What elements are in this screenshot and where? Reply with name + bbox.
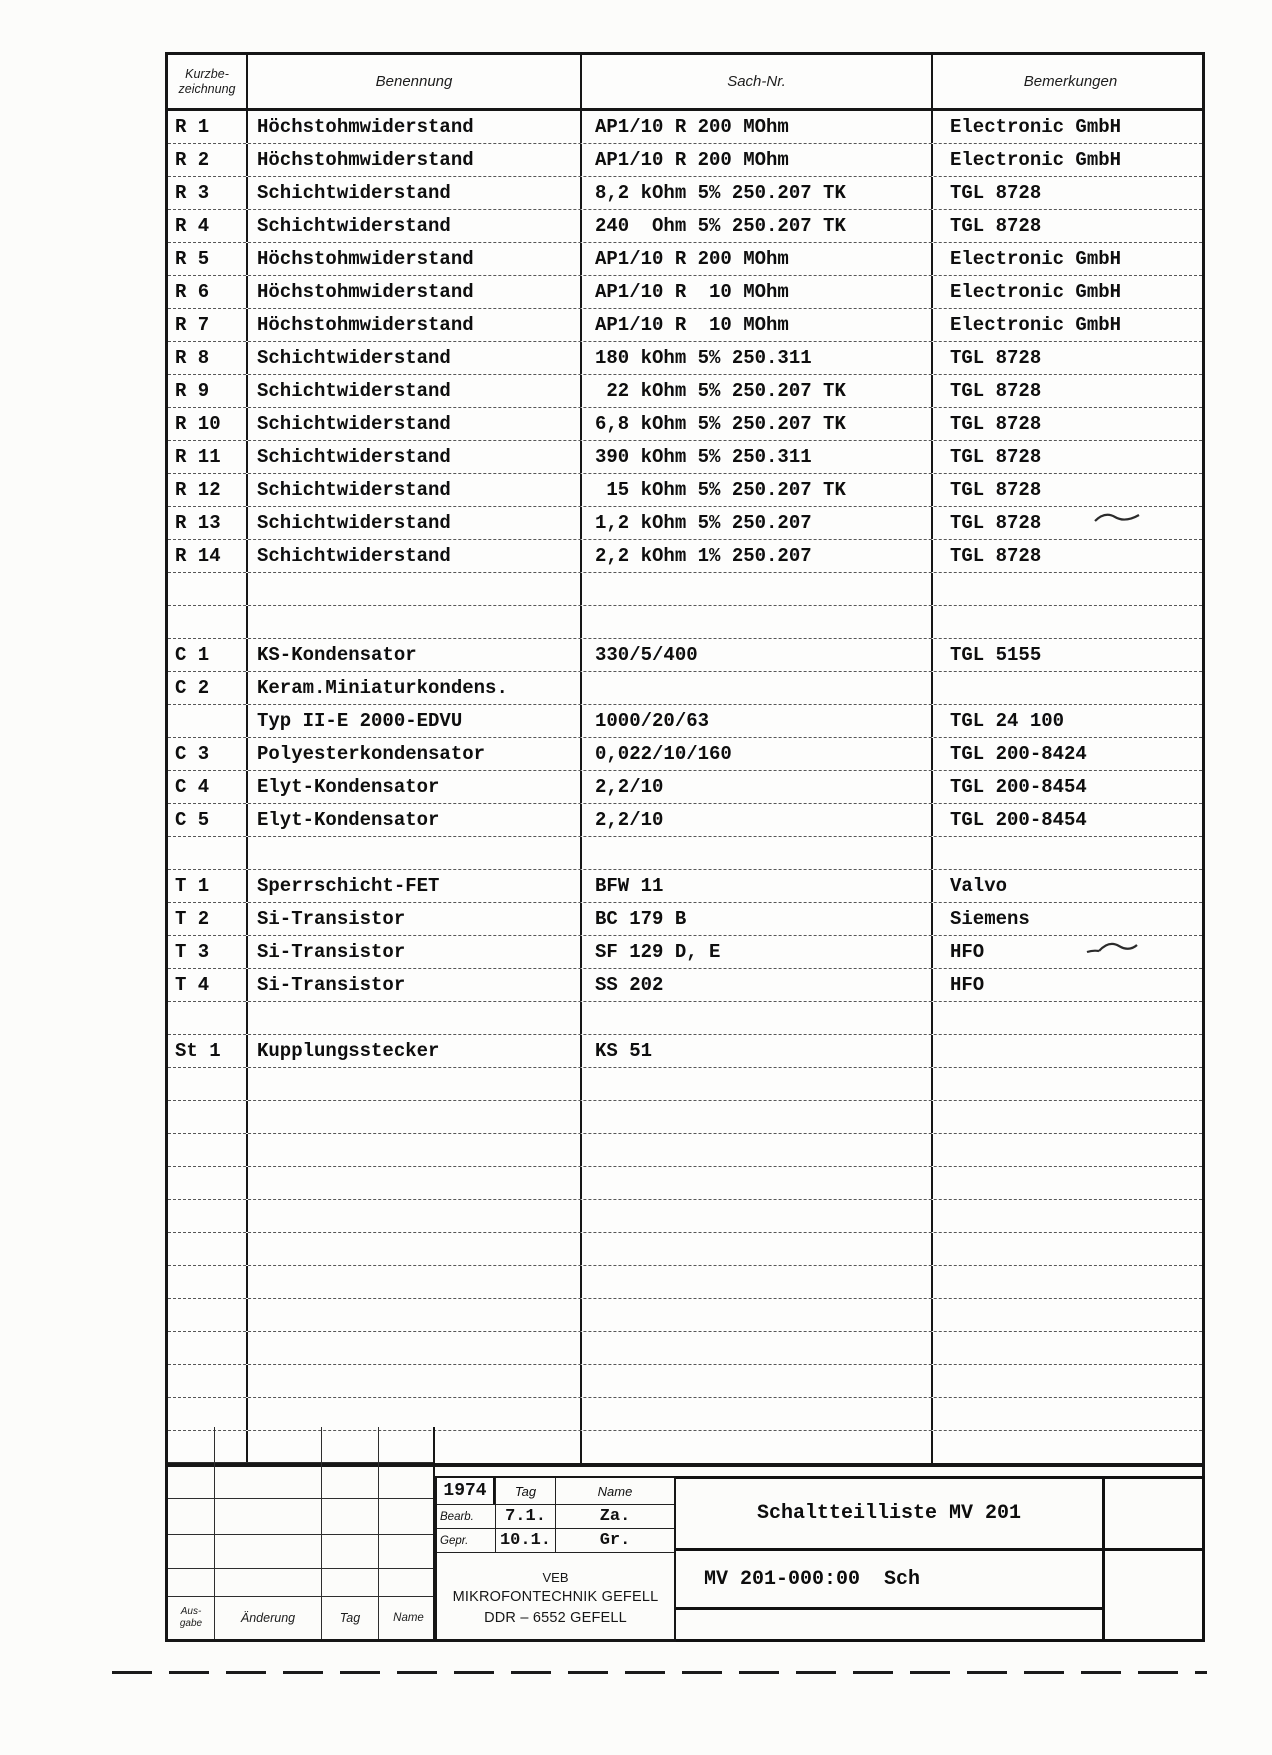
part-number: AP1/10 R 200 MOhm [580,111,931,143]
part-remark [931,1233,1208,1265]
part-remark: TGL 8728 [931,540,1208,572]
part-remark: TGL 200-8454 [931,771,1208,803]
part-remark [931,606,1208,638]
table-row [168,573,1202,606]
table-row [168,375,1202,408]
part-number: AP1/10 R 10 MOhm [580,309,931,341]
part-id: St 1 [175,1040,221,1062]
label-tag: Tag [321,1597,378,1639]
part-remark: Valvo [931,870,1208,902]
part-number: 2,2 kOhm 1% 250.207 [580,540,931,572]
title-box [676,1476,1205,1642]
table-row [168,309,1202,342]
revision-label-row [168,1597,433,1639]
part-remark: TGL 24 100 [931,705,1208,737]
part-number: AP1/10 R 200 MOhm [580,144,931,176]
revision-row [168,1427,433,1463]
part-remark: Electronic GmbH [931,111,1208,143]
part-remark [931,1035,1208,1067]
bearb-name: Za. [555,1505,674,1528]
part-id [168,1332,246,1364]
part-id [168,1299,246,1331]
part-remark: Siemens [931,903,1208,935]
part-name [246,1365,580,1397]
table-row [168,1299,1202,1332]
part-remark: TGL 8728 [931,507,1208,539]
part-id [168,1101,246,1133]
part-number: 1,2 kOhm 5% 250.207 [580,507,931,539]
part-name [246,573,580,605]
table-row [168,903,1202,936]
part-number [580,1266,931,1298]
table-row [168,1101,1202,1134]
part-name: Keram.Miniaturkondens. [246,672,580,704]
revision-row [168,1569,433,1597]
table-row [168,837,1202,870]
bearb-row [437,1505,674,1529]
document-title: Schaltteilliste MV 201 [756,1502,1022,1525]
table-row [168,936,1202,969]
approval-header-row [437,1478,674,1505]
part-number [580,1167,931,1199]
part-number: 240 Ohm 5% 250.207 TK [580,210,931,242]
part-name: Schichtwiderstand [246,441,580,473]
part-name: Kupplungsstecker [246,1035,580,1067]
part-name [246,1002,580,1034]
title-box-rule [676,1607,1102,1610]
gepr-label: Gepr. [440,1534,469,1547]
table-row [168,804,1202,837]
part-number: 1000/20/63 [580,705,931,737]
table-row [168,1200,1202,1233]
part-name [246,1398,580,1430]
part-name: Höchstohmwiderstand [246,309,580,341]
part-remark: TGL 8728 [931,474,1208,506]
part-remark [931,1167,1208,1199]
part-id: R 3 [175,182,210,204]
part-remark: TGL 200-8454 [931,804,1208,836]
part-number [580,1101,931,1133]
part-id: T 3 [175,941,210,963]
part-name: Elyt-Kondensator [246,804,580,836]
part-name: Schichtwiderstand [246,210,580,242]
part-name [246,1233,580,1265]
parts-table [165,52,1205,1467]
part-number [580,1431,931,1463]
part-remark [931,1299,1208,1331]
table-row [168,540,1202,573]
table-row [168,969,1202,1002]
part-number: 22 kOhm 5% 250.207 TK [580,375,931,407]
part-name [246,1266,580,1298]
part-id: R 12 [175,479,221,501]
gepr-date: 10.1. [495,1529,555,1552]
bearb-label: Bearb. [440,1510,474,1523]
part-remark [931,1398,1208,1430]
part-number [580,1002,931,1034]
part-number [580,606,931,638]
part-name: Si-Transistor [246,903,580,935]
part-id [168,1134,246,1166]
part-number [580,1233,931,1265]
part-remark: TGL 200-8424 [931,738,1208,770]
table-row [168,474,1202,507]
table-row [168,144,1202,177]
table-row [168,507,1202,540]
label-aenderung: Änderung [214,1597,321,1639]
part-id: R 9 [175,380,210,402]
table-row [168,177,1202,210]
part-name: Schichtwiderstand [246,507,580,539]
part-remark: Electronic GmbH [931,243,1208,275]
part-remark [931,1266,1208,1298]
table-row [168,870,1202,903]
part-id: R 8 [175,347,210,369]
part-id: R 14 [175,545,221,567]
part-number: BFW 11 [580,870,931,902]
part-name: Polyesterkondensator [246,738,580,770]
part-name: Schichtwiderstand [246,177,580,209]
part-id: T 1 [175,875,210,897]
part-remark: TGL 8728 [931,441,1208,473]
header-kurzbezeichnung-line1: Kurzbe- [185,67,229,82]
part-number: 0,022/10/160 [580,738,931,770]
part-number: 6,8 kOhm 5% 250.207 TK [580,408,931,440]
pen-squiggle-mark [1085,936,1141,965]
part-name: Schichtwiderstand [246,342,580,374]
table-row [168,705,1202,738]
part-name [246,1332,580,1364]
bottom-dashed-rule [112,1671,1207,1674]
part-remark [931,1134,1208,1166]
revision-row [168,1499,433,1535]
part-id: C 4 [175,776,210,798]
part-id: R 11 [175,446,221,468]
table-row [168,1365,1202,1398]
part-name [246,1068,580,1100]
part-remark: HFO [931,936,1208,968]
part-name [246,1200,580,1232]
part-number: 15 kOhm 5% 250.207 TK [580,474,931,506]
part-name: Höchstohmwiderstand [246,276,580,308]
part-id [168,705,246,737]
revision-row [168,1535,433,1569]
part-id [168,1365,246,1397]
part-remark [931,672,1208,704]
table-row [168,639,1202,672]
part-name: Schichtwiderstand [246,408,580,440]
part-remark [931,573,1208,605]
part-id [168,1266,246,1298]
part-number: 8,2 kOhm 5% 250.207 TK [580,177,931,209]
part-name [246,1134,580,1166]
part-id: R 2 [175,149,210,171]
part-id [168,1398,246,1430]
part-name: Sperrschicht-FET [246,870,580,902]
part-remark: Electronic GmbH [931,309,1208,341]
part-id: R 4 [175,215,210,237]
part-remark: Electronic GmbH [931,144,1208,176]
header-kurzbezeichnung [168,55,246,108]
part-number [580,1398,931,1430]
part-id [168,1233,246,1265]
table-row [168,1002,1202,1035]
part-name: Schichtwiderstand [246,375,580,407]
part-remark [931,1365,1208,1397]
part-id [168,837,246,869]
part-name: Typ II-E 2000-EDVU [246,705,580,737]
part-name [246,1167,580,1199]
year-cell: 1974 [437,1478,495,1504]
part-remark: TGL 5155 [931,639,1208,671]
part-number [580,573,931,605]
part-remark [931,1068,1208,1100]
label-ausgabe: Aus- gabe [179,1606,203,1629]
gepr-name: Gr. [555,1529,674,1552]
part-id: T 4 [175,974,210,996]
title-box-divider [1102,1479,1105,1639]
part-name: Höchstohmwiderstand [246,111,580,143]
part-id: R 13 [175,512,221,534]
part-id [168,1200,246,1232]
part-id: R 10 [175,413,221,435]
part-remark [931,1431,1208,1463]
part-remark [931,1101,1208,1133]
table-row [168,1068,1202,1101]
header-kurzbezeichnung-line2: zeichnung [178,81,236,96]
table-row [168,606,1202,639]
table-row [168,1266,1202,1299]
part-number: SF 129 D, E [580,936,931,968]
table-row [168,441,1202,474]
part-number: BC 179 B [580,903,931,935]
part-remark: TGL 8728 [931,375,1208,407]
table-row [168,408,1202,441]
document-number: MV 201-000:00 Sch [704,1567,921,1591]
part-name [246,837,580,869]
parts-table-body [168,111,1202,1463]
part-id: C 1 [175,644,210,666]
gepr-row [437,1529,674,1553]
part-name [246,1299,580,1331]
part-id [168,1068,246,1100]
table-row [168,738,1202,771]
table-row [168,111,1202,144]
company-line-ddr: DDR – 6552 GEFELL [484,1610,627,1627]
part-id: T 2 [175,908,210,930]
pen-squiggle-mark [1093,508,1143,535]
right-frame-border [1202,1427,1205,1479]
table-row [168,1332,1202,1365]
part-id: C 2 [175,677,210,699]
part-name [246,1101,580,1133]
part-name: Höchstohmwiderstand [246,144,580,176]
part-number: 2,2/10 [580,771,931,803]
part-number: 2,2/10 [580,804,931,836]
table-row [168,771,1202,804]
part-number [580,1068,931,1100]
table-row [168,1167,1202,1200]
part-number: 390 kOhm 5% 250.311 [580,441,931,473]
part-id [168,573,246,605]
part-name: Schichtwiderstand [246,474,580,506]
table-row [168,342,1202,375]
part-id: R 7 [175,314,210,336]
part-number: 330/5/400 [580,639,931,671]
part-number [580,1200,931,1232]
header-benennung: Benennung [246,55,580,108]
part-id [168,1167,246,1199]
part-number [580,1134,931,1166]
part-name: Si-Transistor [246,969,580,1001]
part-remark: TGL 8728 [931,342,1208,374]
part-remark [931,1200,1208,1232]
part-remark [931,1002,1208,1034]
part-number [580,1332,931,1364]
part-number: AP1/10 R 10 MOhm [580,276,931,308]
part-remark: TGL 8728 [931,210,1208,242]
part-remark: Electronic GmbH [931,276,1208,308]
part-number [580,1299,931,1331]
part-name: Schichtwiderstand [246,540,580,572]
name-header: Name [555,1478,674,1504]
part-remark: TGL 8728 [931,177,1208,209]
part-number: SS 202 [580,969,931,1001]
part-number: AP1/10 R 200 MOhm [580,243,931,275]
part-id [168,1002,246,1034]
part-name: KS-Kondensator [246,639,580,671]
part-number: KS 51 [580,1035,931,1067]
part-id: R 1 [175,116,210,138]
part-id [168,606,246,638]
part-id: R 6 [175,281,210,303]
part-id: R 5 [175,248,210,270]
company-line-mikrofontechnik: MIKROFONTECHNIK GEFELL [452,1589,659,1606]
header-bemerkungen: Bemerkungen [931,55,1208,108]
table-row [168,243,1202,276]
part-name [246,606,580,638]
header-sach-nr: Sach-Nr. [580,55,931,108]
tag-header: Tag [495,1478,555,1504]
part-name: Höchstohmwiderstand [246,243,580,275]
part-id: C 5 [175,809,210,831]
parts-table-header [168,55,1202,111]
part-remark: TGL 8728 [931,408,1208,440]
part-number [580,837,931,869]
part-name: Elyt-Kondensator [246,771,580,803]
bearb-date: 7.1. [495,1505,555,1528]
part-remark [931,1332,1208,1364]
part-number: 180 kOhm 5% 250.311 [580,342,931,374]
part-number [580,672,931,704]
company-line-veb: VEB [542,1569,569,1585]
part-number [580,1365,931,1397]
label-name: Name [378,1597,438,1639]
part-remark [931,837,1208,869]
table-row [168,672,1202,705]
table-row [168,276,1202,309]
part-remark: HFO [931,969,1208,1001]
revision-row [168,1463,433,1499]
company-name [437,1553,674,1645]
part-id: C 3 [175,743,210,765]
table-row [168,210,1202,243]
approval-block [435,1476,676,1642]
revision-table [165,1427,435,1642]
part-name: Si-Transistor [246,936,580,968]
table-row [168,1233,1202,1266]
table-row [168,1035,1202,1068]
table-row [168,1134,1202,1167]
